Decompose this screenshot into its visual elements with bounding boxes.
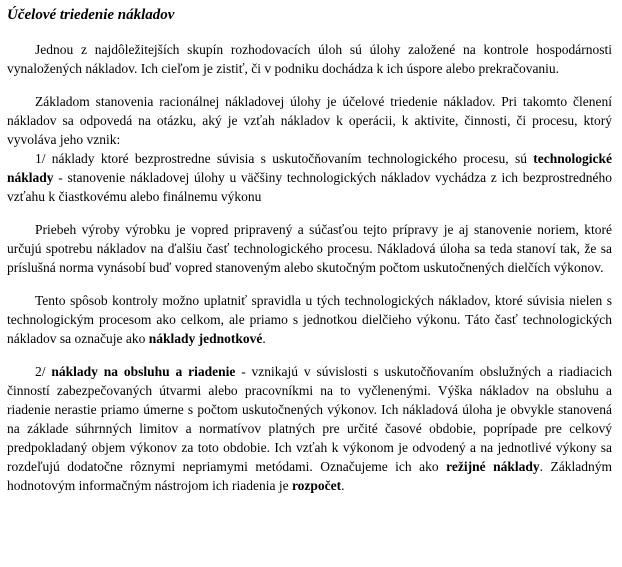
paragraph-item-2-overhead-costs: 2/ náklady na obsluhu a riadenie - vznikajú v súvislosti s uskutočňovaním obslužných a riadiacich činností zabezpečovaných útvarmi alebo pracovníkmi na to vyčlenenými. Výška nákladov na obsluhu a riadenie nerastie priamo úmerne s počtom uskutočnených výkonov. Ich nákladová úloha je obvykle stanovená na základe súhrnných limitov a normatívov platných pre určité časové obdobie, poprípade pre celkový predpokladaný objem výkonov za toto obdobie. Ich vzťah k výkonom je odvodený a na jednotlivé výkony sa rozdeľujú dodatočne rôznymi nepriamymi metódami. Označujeme ich ako režijné náklady. Základným hodnotovým informačným nástrojom ich riadenia je rozpočet.	[7, 364, 612, 493]
document-title: Účelové triedenie nákladov	[7, 7, 175, 23]
paragraph-intro-cost-control: Jednou z najdôležitejších skupín rozhodovacích úloh sú úlohy založené na kontrole hospodárnosti vynaložených nákladov. Ich cieľom je zistiť, či v podniku dochádza k ich úspore alebo prekračovaniu.	[7, 42, 612, 76]
paragraph-basis-of-classification: Základom stanovenia racionálnej nákladovej úlohy je účelové triedenie nákladov. Pri takomto členení nákladov sa odpovedá na otázku, aký je vzťah nákladov k operácii, k aktivite, činnosti, či procesu, ktorý vyvoláva jeho vznik:	[7, 94, 612, 147]
paragraph-item-1-technological-costs: 1/ náklady ktoré bezprostredne súvisia s uskutočňovaním technologického procesu, sú technologické náklady - stanovenie nákladovej úlohy u väčšiny technologických nákladov vychádza z ich bezprostredného vzťahu k čiastkovému alebo finálnemu výkonu	[7, 151, 612, 204]
paragraph-production-norms: Priebeh výroby výrobku je vopred pripravený a súčasťou tejto prípravy je aj stanovenie noriem, ktoré určujú spotrebu nákladov na ďalšiu časť technologického procesu. Nákladová úloha sa teda stanoví tak, že sa príslušná norma vynásobí buď vopred stanoveným alebo skutočným počtom uskutočnených dielčích výkonov.	[7, 222, 612, 275]
paragraph-unit-costs: Tento spôsob kontroly možno uplatniť spravidla u tých technologických nákladov, ktoré súvisia nielen s technologickým procesom ako celkom, ale priamo s jednotkou dielčieho výkonu. Táto časť technologických nákladov sa označuje ako náklady jednotkové.	[7, 293, 612, 346]
